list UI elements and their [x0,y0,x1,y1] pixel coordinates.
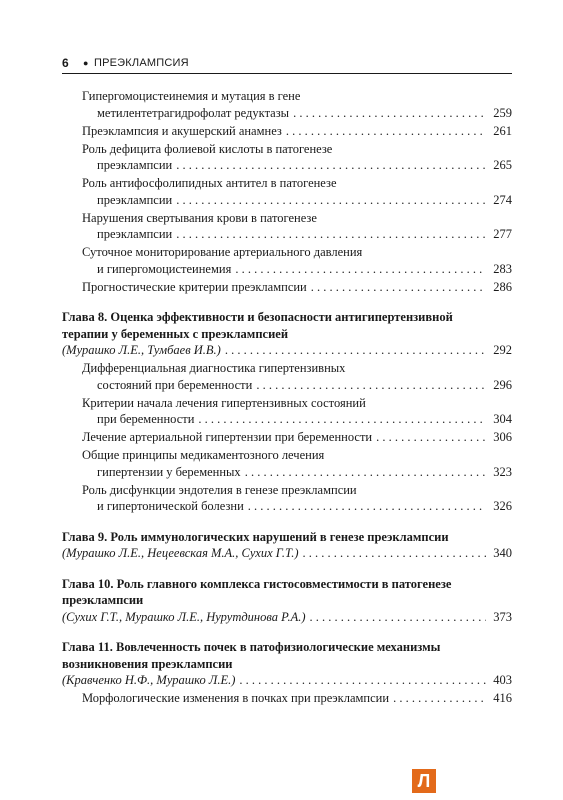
page-number: 6 [62,56,69,70]
header-rule [62,73,512,74]
bullet-icon: ● [83,58,89,68]
running-header [62,55,512,71]
toc-entry-title: Преэклампсия и акушерский анамнез [82,123,282,138]
toc-page-number: 296 [493,377,512,392]
dot-leader [248,498,486,515]
toc-entry[interactable] [62,210,512,243]
toc-page-number: 403 [493,673,512,687]
toc-entry[interactable] [62,123,512,140]
toc-entry[interactable] [62,279,512,296]
dot-leader [239,672,486,689]
running-title: ПРЕЭКЛАМПСИЯ [94,57,189,69]
toc-entry-title-cont: состояний при беременности [97,377,253,392]
toc-page-number: 323 [493,464,512,479]
toc-chapter-9[interactable] [62,529,512,562]
toc-entry-title-cont: преэклампсии [97,192,173,207]
toc-entry-title: Морфологические изменения в почках при преэклампсии [82,691,390,705]
toc-page-number: 292 [493,343,512,357]
toc-entry-title: Роль антифосфолипидных антител в патогенезе [82,176,337,190]
toc-chapter-10[interactable] [62,576,512,626]
toc-entry-title-cont: метилентетрагидрофолат редуктазы [97,105,290,120]
toc-page-number: 326 [493,499,512,513]
toc-entry-title: Гипергомоцистеинемия и мутация в гене [82,89,301,103]
chapter-authors: (Кравченко Н.Ф., Мурашко Л.Е.) [62,673,236,687]
toc-entry[interactable] [62,429,512,446]
toc-entry[interactable] [62,244,512,277]
chapter-title: Глава 11. Вовлеченность почек в патофизиологические механизмы [62,640,441,654]
toc-entry[interactable] [62,447,512,480]
chapter-title-cont: возникновения преэклампсии [62,656,233,671]
dot-leader [225,342,486,359]
chapter-title-cont: терапии у беременных с преэклампсией [62,326,289,341]
toc-page-number: 306 [493,430,512,444]
toc-entry[interactable] [62,141,512,174]
toc-page-number: 340 [493,546,512,560]
toc-entry-title: Прогностические критерии преэклампсии [82,279,307,294]
toc-entry-title: Роль дефицита фолиевой кислоты в патогенезе [82,141,333,156]
toc-entry[interactable] [62,482,512,515]
toc-entry-title-cont: при беременности [97,412,195,426]
toc-entry[interactable] [62,690,512,707]
dot-leader [376,429,486,446]
dot-leader [303,545,487,562]
toc-chapter-11[interactable] [62,639,512,689]
dot-leader [198,411,486,428]
toc-entry[interactable] [62,395,512,428]
toc-chapter-8[interactable] [62,309,512,359]
chapter-title: Глава 10. Роль главного комплекса гистосовместимости в патогенезе [62,576,452,591]
chapter-authors: (Мурашко Л.Е., Тумбаев И.В.) [62,343,221,357]
toc-entry-title-cont: и гипертонической болезни [97,499,244,513]
toc-entry-title: Нарушения свертывания крови в патогенезе [82,210,317,225]
toc-entry-title: Общие принципы медикаментозного лечения [82,448,325,462]
toc-page-number: 286 [493,279,512,294]
toc-page-number: 274 [493,192,512,207]
chapter-title: Глава 8. Оценка эффективности и безопасности антигипертензивной [62,310,453,324]
dot-leader [176,157,486,174]
toc-entry-title: Лечение артериальной гипертензии при беременности [82,430,373,444]
dot-leader [311,279,486,296]
toc-page-number: 261 [493,123,512,138]
dot-leader [235,261,486,278]
toc-entry-title: Роль дисфункции эндотелия в генезе преэклампсии [82,482,357,497]
toc-entry-title-cont: и гипергомоцистеинемия [97,261,232,276]
chapter-title: Глава 9. Роль иммунологических нарушений в генезе преэклампсии [62,529,449,544]
dot-leader [256,377,486,394]
chapter-authors: (Мурашко Л.Е., Нецеевская М.А., Сухих Г.Т.) [62,546,299,560]
dot-leader [176,192,486,209]
toc-page-number: 259 [493,105,512,120]
table-of-contents [62,88,512,707]
chapter-title-cont: преэклампсии [62,593,144,607]
toc-page-number: 416 [493,691,512,705]
toc-entry[interactable] [62,360,512,393]
dot-leader [286,123,486,140]
toc-page-number: 373 [493,609,512,624]
toc-page-number: 265 [493,158,512,172]
toc-page-number: 277 [493,227,512,241]
chapter-authors: (Сухих Г.Т., Мурашко Л.Е., Нурутдинова Р.А.) [62,609,306,624]
toc-entry-title-cont: преэклампсии [97,227,173,241]
dot-leader [176,226,486,243]
toc-entry-title-cont: преэклампсии [97,158,173,172]
dot-leader [293,105,486,122]
publisher-logo-icon: Л [412,769,436,793]
toc-page-number: 283 [493,261,512,276]
dot-leader [245,464,486,481]
toc-entry-title: Дифференциальная диагностика гипертензивных [82,361,346,375]
dot-leader [393,690,486,707]
toc-entry-title: Суточное мониторирование артериального давления [82,245,363,259]
toc-entry[interactable] [62,175,512,208]
toc-entry[interactable] [62,88,512,121]
dot-leader [310,609,486,626]
toc-page-number: 304 [493,412,512,426]
toc-entry-title: Критерии начала лечения гипертензивных состояний [82,395,366,410]
toc-entry-title-cont: гипертензии у беременных [97,464,241,479]
